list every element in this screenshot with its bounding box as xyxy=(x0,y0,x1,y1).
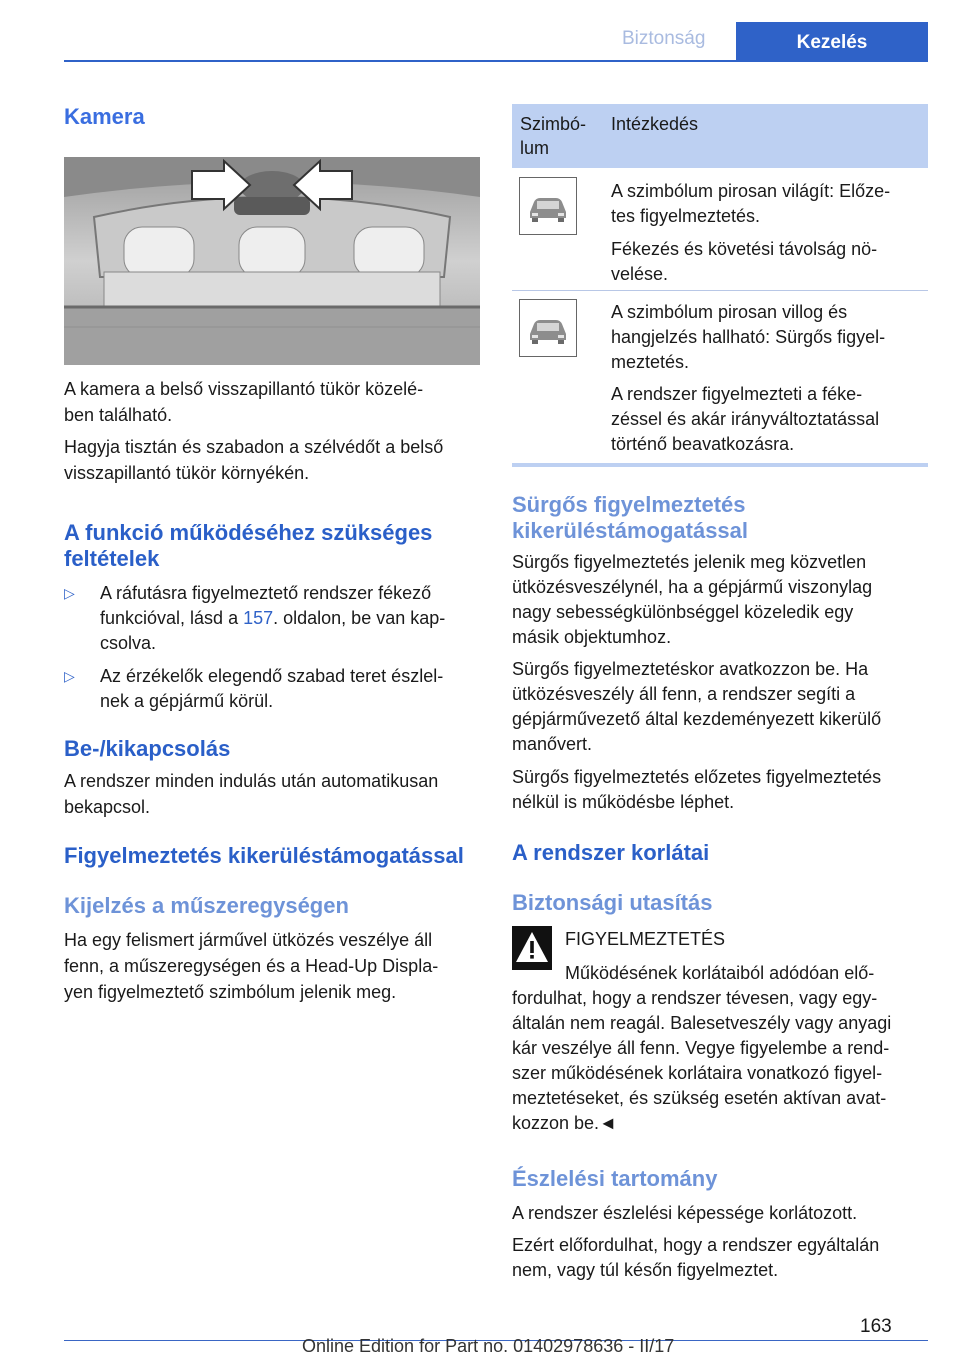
row2-text-a: A szimbólum pirosan villog és hangjelzés hallható: Sürgős figyel- meztetés. xyxy=(611,302,886,372)
bullet-1-line-2: funkcióval, lásd a 157. oldalon, be van kap- xyxy=(100,608,446,628)
header-rule xyxy=(64,60,928,62)
row1-text-b: Fékezés és követési távolság nö- velése. xyxy=(611,239,878,284)
range-text-1: A rendszer észlelési képessége korlátozott. xyxy=(512,1203,858,1223)
symbol-table-header xyxy=(512,104,928,168)
camera-text-2a: Hagyja tisztán és szabadon a szélvédőt a belső xyxy=(64,437,444,457)
triangle-bullet-icon: ▷ xyxy=(64,585,75,601)
chapter-tab[interactable]: Kezelés xyxy=(736,22,928,62)
urgent-paragraph-3: Sürgős figyelmeztetés előzetes figyelmeztetés nélkül is működésbe léphet. xyxy=(512,767,882,812)
page-link-157[interactable]: 157 xyxy=(243,608,274,628)
conditions-heading-1: A funkció működéséhez szükséges xyxy=(64,520,433,545)
camera-photo xyxy=(64,157,480,365)
bullet-1-line-3: csolva. xyxy=(100,633,157,653)
display-text-3: yen figyelmeztető szimbólum jelenik meg. xyxy=(64,982,397,1002)
display-text-1: Ha egy felismert járművel ütközés veszélye áll xyxy=(64,930,433,950)
bullet-2-line-1: Az érzékelők elegendő szabad teret észlel- xyxy=(100,666,444,686)
bullet-1-line-1: A ráfutásra figyelmeztető rendszer fékező xyxy=(100,583,432,603)
camera-heading: Kamera xyxy=(64,104,145,129)
col-action-header: Intézkedés xyxy=(611,114,699,134)
urgent-paragraph-1: Sürgős figyelmeztetés jelenik meg közvetlen ütközésveszélynél, ha a gépjármű viszonylag nagy sebességkülönbséggel közeledik egy másik objektumhoz. xyxy=(512,552,873,647)
car-warning-flashing-icon xyxy=(519,299,577,357)
limits-heading: A rendszer korlátai xyxy=(512,840,710,865)
row2-text-b: A rendszer figyelmezteti a féke- zéssel és akár irányváltoztatással történő beavatkozásra. xyxy=(611,384,880,454)
edition-text: Online Edition for Part no. 01402978636 - II/17 xyxy=(302,1336,675,1356)
onoff-text-2: bekapcsol. xyxy=(64,797,151,817)
condition-bullet-1 xyxy=(64,581,480,661)
table-bottom-rule xyxy=(512,463,928,467)
onoff-text-1: A rendszer minden indulás után automatikusan xyxy=(64,771,439,791)
display-heading: Kijelzés a műszeregységen xyxy=(64,893,349,918)
bullet-2-line-2: nek a gépjármű körül. xyxy=(100,691,274,711)
conditions-heading-2: feltételek xyxy=(64,546,160,571)
car-warning-icon xyxy=(519,177,577,235)
onoff-heading: Be-/kikapcsolás xyxy=(64,736,231,761)
page-number: 163 xyxy=(860,1316,892,1337)
table-row-divider xyxy=(512,290,928,291)
camera-text-2b: visszapillantó tükör környékén. xyxy=(64,463,310,483)
car-interior-image xyxy=(64,157,480,365)
safety-heading: Biztonsági utasítás xyxy=(512,890,713,915)
section-title: Biztonság xyxy=(622,28,706,49)
urgent-paragraph-2: Sürgős figyelmeztetéskor avatkozzon be. Ha ütközésveszély áll fenn, a rendszer segíti a gépjárművezető által kezdeményezett kikerülő manővert. xyxy=(512,659,882,754)
warning-text-rest: fordulhat, hogy a rendszer tévesen, vagy egy- általán nem reagál. Balesetveszély vagy anyagi kár veszélye áll fenn. Vegye figyelembe a rend- szer működésének korlátaira vonatkozó figyel- meztetéseket, és szükség esetén aktívan avat- kozzon be.◄ xyxy=(512,988,892,1133)
urgent-heading-2: kikerüléstámogatással xyxy=(512,518,749,543)
camera-text-1b: ben található. xyxy=(64,405,173,425)
camera-text-1a: A kamera a belső visszapillantó tükör közelé- xyxy=(64,379,424,399)
warning-title: FIGYELMEZTETÉS xyxy=(565,929,726,949)
warning-triangle-icon xyxy=(512,926,552,970)
display-text-2: fenn, a műszeregységen és a Head-Up Displa- xyxy=(64,956,439,976)
col-symbol-header: Szimbó- lum xyxy=(520,114,587,158)
triangle-bullet-icon: ▷ xyxy=(64,668,75,684)
page-header xyxy=(0,0,960,62)
range-text-2: Ezért előfordulhat, hogy a rendszer egyáltalán nem, vagy túl későn figyelmeztet. xyxy=(512,1235,880,1280)
urgent-heading-1: Sürgős figyelmeztetés xyxy=(512,492,746,517)
condition-bullet-2 xyxy=(64,664,480,716)
warning-text-1: Működésének korlátaiból adódóan elő- xyxy=(565,963,875,983)
row1-text-a: A szimbólum pirosan világít: Előze- tes figyelmeztetés. xyxy=(611,181,891,226)
range-heading: Észlelési tartomány xyxy=(512,1166,718,1191)
avoidance-heading: Figyelmeztetés kikerüléstámogatással xyxy=(64,843,464,868)
